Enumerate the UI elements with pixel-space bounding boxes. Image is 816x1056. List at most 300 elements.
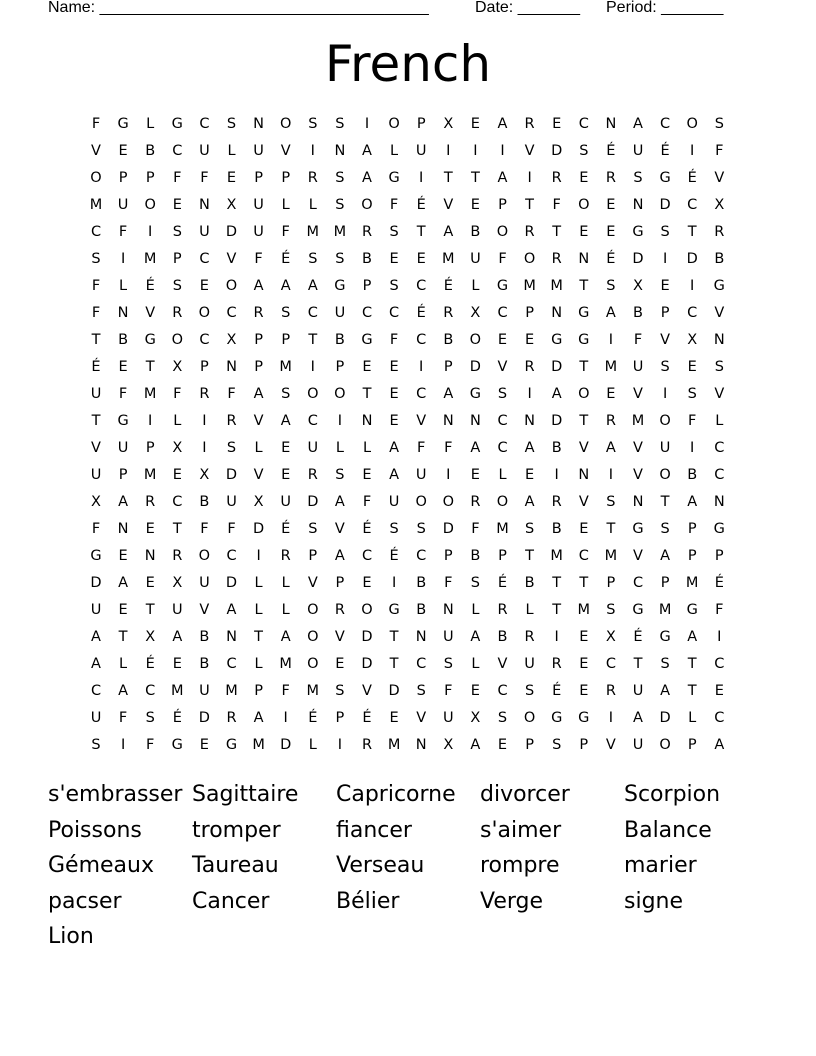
grid-letter[interactable]: R — [199, 386, 210, 402]
grid-letter[interactable]: V — [660, 332, 671, 348]
grid-letter[interactable]: U — [226, 494, 237, 510]
grid-letter[interactable]: X — [687, 332, 698, 348]
grid-letter[interactable]: U — [632, 359, 644, 375]
grid-letter[interactable]: D — [659, 197, 671, 213]
grid-letter[interactable]: G — [713, 278, 725, 294]
grid-letter[interactable]: S — [470, 575, 480, 591]
grid-letter[interactable]: M — [252, 737, 265, 753]
grid-letter[interactable]: B — [199, 656, 210, 672]
grid-letter[interactable]: I — [337, 737, 343, 753]
grid-letter[interactable]: V — [578, 494, 589, 510]
grid-letter[interactable]: S — [145, 710, 155, 726]
grid-letter[interactable]: G — [144, 332, 156, 348]
grid-letter[interactable]: U — [253, 197, 264, 213]
grid-letter[interactable]: E — [579, 683, 589, 699]
grid-letter[interactable]: P — [308, 548, 318, 564]
grid-letter[interactable]: V — [714, 305, 725, 321]
grid-letter[interactable]: S — [660, 656, 670, 672]
grid-letter[interactable]: L — [146, 116, 155, 132]
grid-letter[interactable]: E — [497, 737, 508, 753]
grid-letter[interactable]: T — [579, 278, 589, 294]
grid-letter[interactable]: F — [118, 224, 128, 240]
grid-letter[interactable]: M — [333, 224, 347, 240]
grid-letter[interactable]: O — [171, 332, 183, 348]
grid-letter[interactable]: D — [659, 710, 671, 726]
grid-letter[interactable]: U — [199, 575, 210, 591]
grid-letter[interactable]: O — [307, 602, 319, 618]
grid-letter[interactable]: I — [690, 143, 695, 159]
grid-letter[interactable]: É — [389, 548, 399, 564]
grid-letter[interactable]: É — [497, 575, 508, 591]
grid-letter[interactable]: O — [496, 224, 509, 240]
grid-letter[interactable]: U — [90, 386, 102, 402]
grid-letter[interactable]: A — [362, 170, 372, 186]
grid-letter[interactable]: A — [226, 602, 237, 618]
grid-letter[interactable]: T — [633, 656, 643, 672]
grid-letter[interactable]: T — [552, 575, 562, 591]
grid-letter[interactable]: R — [551, 251, 562, 267]
grid-letter[interactable]: G — [469, 386, 482, 402]
grid-letter[interactable]: S — [335, 467, 345, 483]
grid-letter[interactable]: E — [172, 656, 182, 672]
grid-letter[interactable]: C — [361, 548, 373, 564]
grid-letter[interactable]: G — [686, 602, 698, 618]
grid-letter[interactable]: S — [714, 116, 724, 132]
grid-letter[interactable]: C — [226, 656, 237, 672]
grid-letter[interactable]: X — [226, 197, 237, 213]
grid-letter[interactable]: M — [658, 602, 672, 618]
grid-letter[interactable]: É — [416, 197, 426, 213]
grid-letter[interactable]: N — [117, 305, 129, 321]
grid-letter[interactable]: R — [551, 170, 562, 186]
grid-letter[interactable]: P — [498, 197, 507, 213]
grid-letter[interactable]: M — [306, 224, 320, 240]
grid-letter[interactable]: G — [334, 278, 346, 294]
grid-letter[interactable]: V — [145, 305, 156, 321]
grid-letter[interactable]: I — [120, 737, 126, 753]
grid-letter[interactable]: U — [117, 440, 129, 456]
grid-letter[interactable]: C — [497, 440, 508, 456]
grid-letter[interactable]: E — [118, 143, 128, 159]
grid-letter[interactable]: A — [389, 467, 400, 483]
grid-letter[interactable]: I — [419, 170, 424, 186]
grid-letter[interactable]: C — [199, 251, 210, 267]
grid-letter[interactable]: R — [524, 359, 535, 375]
grid-letter[interactable]: P — [525, 737, 534, 753]
grid-letter[interactable]: C — [687, 197, 698, 213]
grid-letter[interactable]: V — [226, 251, 237, 267]
grid-letter[interactable]: M — [550, 548, 563, 564]
grid-letter[interactable]: O — [415, 494, 427, 510]
grid-letter[interactable]: R — [714, 224, 725, 240]
grid-letter[interactable]: L — [254, 440, 263, 456]
grid-letter[interactable]: X — [253, 494, 264, 510]
grid-letter[interactable]: A — [91, 656, 101, 672]
grid-letter[interactable]: T — [687, 683, 697, 699]
grid-letter[interactable]: A — [687, 494, 698, 510]
grid-letter[interactable]: L — [471, 656, 480, 672]
grid-letter[interactable]: É — [145, 656, 155, 672]
grid-letter[interactable]: F — [471, 521, 480, 537]
grid-letter[interactable]: M — [306, 683, 320, 699]
grid-letter[interactable]: L — [715, 413, 724, 429]
grid-letter[interactable]: N — [144, 548, 156, 564]
grid-letter[interactable]: I — [500, 143, 505, 159]
grid-letter[interactable]: M — [550, 278, 563, 294]
grid-letter[interactable]: F — [227, 386, 236, 402]
grid-letter[interactable]: B — [551, 521, 562, 537]
grid-letter[interactable]: A — [470, 629, 481, 645]
grid-letter[interactable]: U — [415, 143, 427, 159]
grid-letter[interactable]: V — [524, 143, 535, 159]
grid-letter[interactable]: E — [145, 521, 155, 537]
grid-letter[interactable]: L — [498, 467, 507, 483]
grid-letter[interactable]: A — [551, 386, 562, 402]
grid-letter[interactable]: D — [198, 710, 210, 726]
grid-letter[interactable]: O — [361, 602, 373, 618]
grid-letter[interactable]: F — [118, 386, 128, 402]
grid-letter[interactable]: F — [91, 305, 101, 321]
grid-letter[interactable]: M — [631, 413, 645, 429]
grid-letter[interactable]: I — [283, 710, 288, 726]
grid-letter[interactable]: U — [334, 305, 346, 321]
grid-letter[interactable]: T — [552, 602, 562, 618]
grid-letter[interactable]: X — [145, 629, 156, 645]
grid-letter[interactable]: E — [470, 197, 480, 213]
grid-letter[interactable]: D — [253, 521, 265, 537]
grid-letter[interactable]: C — [307, 413, 318, 429]
grid-letter[interactable]: L — [471, 278, 480, 294]
grid-letter[interactable]: M — [143, 251, 157, 267]
grid-letter[interactable]: E — [389, 413, 399, 429]
grid-letter[interactable]: T — [687, 656, 697, 672]
grid-letter[interactable]: E — [362, 359, 372, 375]
grid-letter[interactable]: T — [254, 629, 264, 645]
grid-letter[interactable]: O — [496, 494, 509, 510]
grid-letter[interactable]: M — [171, 683, 184, 699]
grid-letter[interactable]: M — [143, 467, 157, 483]
grid-letter[interactable]: A — [633, 116, 643, 132]
grid-letter[interactable]: P — [498, 548, 507, 564]
grid-letter[interactable]: É — [443, 278, 453, 294]
grid-letter[interactable]: É — [714, 575, 724, 591]
grid-letter[interactable]: X — [443, 116, 454, 132]
grid-letter[interactable]: U — [199, 224, 210, 240]
grid-letter[interactable]: R — [361, 224, 373, 240]
grid-letter[interactable]: C — [714, 467, 725, 483]
grid-letter[interactable]: E — [606, 386, 616, 402]
grid-letter[interactable]: A — [118, 494, 129, 510]
grid-letter[interactable]: E — [579, 170, 589, 186]
grid-letter[interactable]: R — [605, 413, 616, 429]
grid-letter[interactable]: L — [254, 575, 263, 591]
grid-letter[interactable]: L — [688, 710, 697, 726]
grid-letter[interactable]: V — [497, 359, 508, 375]
grid-letter[interactable]: N — [415, 629, 427, 645]
grid-letter[interactable]: E — [470, 467, 480, 483]
grid-letter[interactable]: F — [254, 251, 263, 267]
grid-letter[interactable]: X — [470, 710, 481, 726]
grid-letter[interactable]: E — [606, 224, 616, 240]
grid-letter[interactable]: U — [442, 629, 454, 645]
grid-letter[interactable]: X — [470, 305, 481, 321]
grid-letter[interactable]: P — [254, 170, 263, 186]
grid-letter[interactable]: R — [605, 170, 616, 186]
grid-letter[interactable]: C — [714, 710, 725, 726]
grid-letter[interactable]: E — [389, 251, 399, 267]
grid-letter[interactable]: I — [148, 413, 153, 429]
grid-letter[interactable]: F — [281, 224, 290, 240]
grid-letter[interactable]: P — [606, 575, 616, 591]
grid-letter[interactable]: V — [91, 440, 101, 456]
grid-letter[interactable]: G — [632, 602, 644, 618]
grid-letter[interactable]: S — [335, 683, 345, 699]
grid-letter[interactable]: S — [389, 224, 399, 240]
grid-letter[interactable]: U — [199, 683, 210, 699]
grid-letter[interactable]: I — [690, 440, 695, 456]
grid-letter[interactable]: V — [199, 602, 210, 618]
grid-letter[interactable]: F — [173, 170, 182, 186]
grid-letter[interactable]: I — [473, 143, 478, 159]
grid-letter[interactable]: I — [310, 143, 315, 159]
grid-letter[interactable]: É — [362, 521, 372, 537]
grid-letter[interactable]: S — [606, 278, 616, 294]
grid-letter[interactable]: N — [605, 116, 617, 132]
grid-letter[interactable]: C — [687, 305, 698, 321]
grid-letter[interactable]: O — [578, 197, 590, 213]
grid-letter[interactable]: T — [525, 197, 535, 213]
grid-letter[interactable]: B — [633, 305, 643, 321]
grid-letter[interactable]: V — [633, 440, 643, 456]
grid-letter[interactable]: C — [416, 278, 427, 294]
grid-letter[interactable]: L — [525, 602, 534, 618]
grid-letter[interactable]: P — [443, 548, 453, 564]
grid-letter[interactable]: X — [199, 467, 210, 483]
grid-letter[interactable]: I — [527, 386, 532, 402]
grid-letter[interactable]: É — [606, 143, 616, 159]
grid-letter[interactable]: A — [497, 170, 508, 186]
grid-letter[interactable]: L — [254, 602, 263, 618]
grid-letter[interactable]: N — [713, 494, 725, 510]
grid-letter[interactable]: A — [334, 494, 345, 510]
grid-letter[interactable]: V — [605, 737, 616, 753]
grid-letter[interactable]: O — [307, 656, 319, 672]
grid-letter[interactable]: V — [416, 710, 427, 726]
grid-letter[interactable]: S — [660, 224, 670, 240]
grid-letter[interactable]: O — [307, 386, 319, 402]
grid-letter[interactable]: O — [279, 116, 292, 132]
grid-letter[interactable]: O — [90, 170, 102, 186]
grid-letter[interactable]: P — [335, 710, 345, 726]
grid-letter[interactable]: T — [172, 521, 182, 537]
grid-letter[interactable]: R — [280, 548, 291, 564]
grid-letter[interactable]: E — [172, 197, 182, 213]
grid-letter[interactable]: A — [660, 683, 671, 699]
grid-letter[interactable]: N — [415, 737, 427, 753]
grid-letter[interactable]: D — [686, 251, 698, 267]
grid-letter[interactable]: C — [361, 305, 373, 321]
grid-letter[interactable]: G — [578, 332, 590, 348]
grid-letter[interactable]: B — [687, 467, 698, 483]
grid-letter[interactable]: S — [335, 170, 345, 186]
grid-letter[interactable]: A — [660, 548, 671, 564]
grid-letter[interactable]: R — [524, 629, 535, 645]
grid-letter[interactable]: P — [687, 548, 697, 564]
grid-letter[interactable]: I — [608, 710, 614, 726]
grid-letter[interactable]: S — [497, 710, 508, 726]
grid-letter[interactable]: I — [202, 440, 207, 456]
grid-letter[interactable]: E — [579, 629, 589, 645]
grid-letter[interactable]: U — [253, 224, 264, 240]
grid-letter[interactable]: C — [226, 548, 237, 564]
grid-letter[interactable]: I — [419, 359, 424, 375]
grid-letter[interactable]: I — [554, 629, 559, 645]
grid-letter[interactable]: C — [497, 413, 508, 429]
grid-letter[interactable]: M — [496, 521, 509, 537]
grid-letter[interactable]: G — [578, 305, 590, 321]
grid-letter[interactable]: V — [362, 683, 372, 699]
grid-letter[interactable]: U — [280, 494, 291, 510]
grid-letter[interactable]: C — [172, 143, 183, 159]
grid-letter[interactable]: I — [120, 251, 126, 267]
grid-letter[interactable]: E — [714, 683, 724, 699]
grid-letter[interactable]: I — [662, 386, 668, 402]
grid-letter[interactable]: D — [225, 224, 238, 240]
grid-letter[interactable]: B — [199, 494, 210, 510]
grid-letter[interactable]: O — [659, 737, 671, 753]
grid-letter[interactable]: B — [443, 332, 454, 348]
grid-letter[interactable]: P — [145, 440, 155, 456]
grid-letter[interactable]: É — [606, 251, 616, 267]
grid-letter[interactable]: S — [226, 440, 237, 456]
grid-letter[interactable]: E — [579, 656, 589, 672]
grid-letter[interactable]: S — [660, 521, 670, 537]
grid-letter[interactable]: X — [605, 629, 616, 645]
grid-letter[interactable]: O — [523, 710, 536, 726]
grid-letter[interactable]: É — [660, 143, 670, 159]
grid-letter[interactable]: O — [523, 251, 536, 267]
grid-letter[interactable]: R — [605, 683, 616, 699]
grid-letter[interactable]: N — [253, 116, 265, 132]
grid-letter[interactable]: E — [281, 467, 291, 483]
grid-letter[interactable]: A — [307, 278, 318, 294]
grid-letter[interactable]: T — [470, 170, 480, 186]
grid-letter[interactable]: E — [470, 116, 480, 132]
grid-letter[interactable]: X — [714, 197, 725, 213]
grid-letter[interactable]: X — [633, 278, 643, 294]
grid-letter[interactable]: M — [89, 197, 103, 213]
grid-letter[interactable]: F — [498, 251, 507, 267]
grid-letter[interactable]: F — [417, 440, 426, 456]
grid-letter[interactable]: D — [307, 494, 319, 510]
grid-letter[interactable]: I — [202, 413, 207, 429]
grid-letter[interactable]: S — [497, 386, 508, 402]
grid-letter[interactable]: É — [362, 710, 372, 726]
grid-letter[interactable]: U — [171, 602, 183, 618]
grid-letter[interactable]: P — [118, 467, 128, 483]
grid-letter[interactable]: T — [660, 494, 670, 510]
grid-letter[interactable]: L — [119, 278, 128, 294]
grid-letter[interactable]: G — [496, 278, 509, 294]
grid-letter[interactable]: F — [200, 170, 209, 186]
grid-letter[interactable]: F — [91, 278, 101, 294]
grid-letter[interactable]: E — [606, 197, 616, 213]
grid-letter[interactable]: E — [118, 359, 128, 375]
grid-letter[interactable]: A — [633, 710, 643, 726]
grid-letter[interactable]: S — [281, 386, 291, 402]
grid-letter[interactable]: D — [225, 575, 238, 591]
grid-letter[interactable]: R — [226, 710, 237, 726]
grid-letter[interactable]: B — [416, 602, 427, 618]
grid-letter[interactable]: O — [578, 386, 590, 402]
grid-letter[interactable]: E — [199, 278, 209, 294]
grid-letter[interactable]: A — [714, 737, 725, 753]
grid-letter[interactable]: C — [307, 305, 318, 321]
grid-letter[interactable]: É — [91, 359, 101, 375]
grid-letter[interactable]: E — [660, 278, 670, 294]
grid-letter[interactable]: B — [551, 440, 562, 456]
grid-letter[interactable]: O — [334, 386, 346, 402]
grid-letter[interactable]: A — [253, 386, 264, 402]
grid-letter[interactable]: D — [225, 467, 238, 483]
grid-letter[interactable]: X — [172, 575, 183, 591]
grid-letter[interactable]: X — [172, 359, 183, 375]
grid-letter[interactable]: V — [497, 656, 508, 672]
grid-letter[interactable]: V — [91, 143, 101, 159]
grid-letter[interactable]: A — [443, 224, 454, 240]
grid-letter[interactable]: D — [280, 737, 292, 753]
grid-letter[interactable]: R — [443, 305, 454, 321]
grid-letter[interactable]: N — [632, 197, 644, 213]
grid-letter[interactable]: E — [687, 359, 697, 375]
grid-letter[interactable]: I — [310, 359, 315, 375]
grid-letter[interactable]: T — [443, 170, 453, 186]
grid-letter[interactable]: I — [554, 467, 559, 483]
grid-letter[interactable]: N — [226, 359, 237, 375]
grid-letter[interactable]: P — [335, 575, 345, 591]
grid-letter[interactable]: G — [171, 737, 183, 753]
grid-letter[interactable]: É — [145, 278, 155, 294]
grid-letter[interactable]: S — [226, 116, 237, 132]
grid-letter[interactable]: G — [361, 332, 373, 348]
grid-letter[interactable]: C — [578, 116, 589, 132]
grid-letter[interactable]: P — [200, 359, 209, 375]
grid-letter[interactable]: O — [659, 413, 671, 429]
grid-letter[interactable]: C — [416, 656, 427, 672]
grid-letter[interactable]: B — [714, 251, 725, 267]
grid-letter[interactable]: P — [687, 737, 697, 753]
grid-letter[interactable]: T — [145, 602, 155, 618]
grid-letter[interactable]: V — [334, 521, 345, 537]
grid-letter[interactable]: U — [90, 467, 102, 483]
grid-letter[interactable]: L — [281, 602, 290, 618]
grid-letter[interactable]: O — [659, 467, 671, 483]
grid-letter[interactable]: R — [145, 494, 156, 510]
grid-letter[interactable]: S — [172, 224, 182, 240]
grid-letter[interactable]: A — [497, 116, 508, 132]
grid-letter[interactable]: V — [633, 548, 643, 564]
grid-letter[interactable]: C — [578, 548, 589, 564]
grid-letter[interactable]: L — [390, 143, 399, 159]
grid-letter[interactable]: T — [145, 359, 155, 375]
grid-letter[interactable]: F — [389, 197, 399, 213]
grid-letter[interactable]: G — [225, 737, 238, 753]
grid-letter[interactable]: S — [91, 251, 101, 267]
grid-letter[interactable]: V — [578, 440, 589, 456]
grid-letter[interactable]: P — [443, 359, 453, 375]
grid-letter[interactable]: T — [687, 224, 697, 240]
grid-letter[interactable]: T — [91, 332, 101, 348]
